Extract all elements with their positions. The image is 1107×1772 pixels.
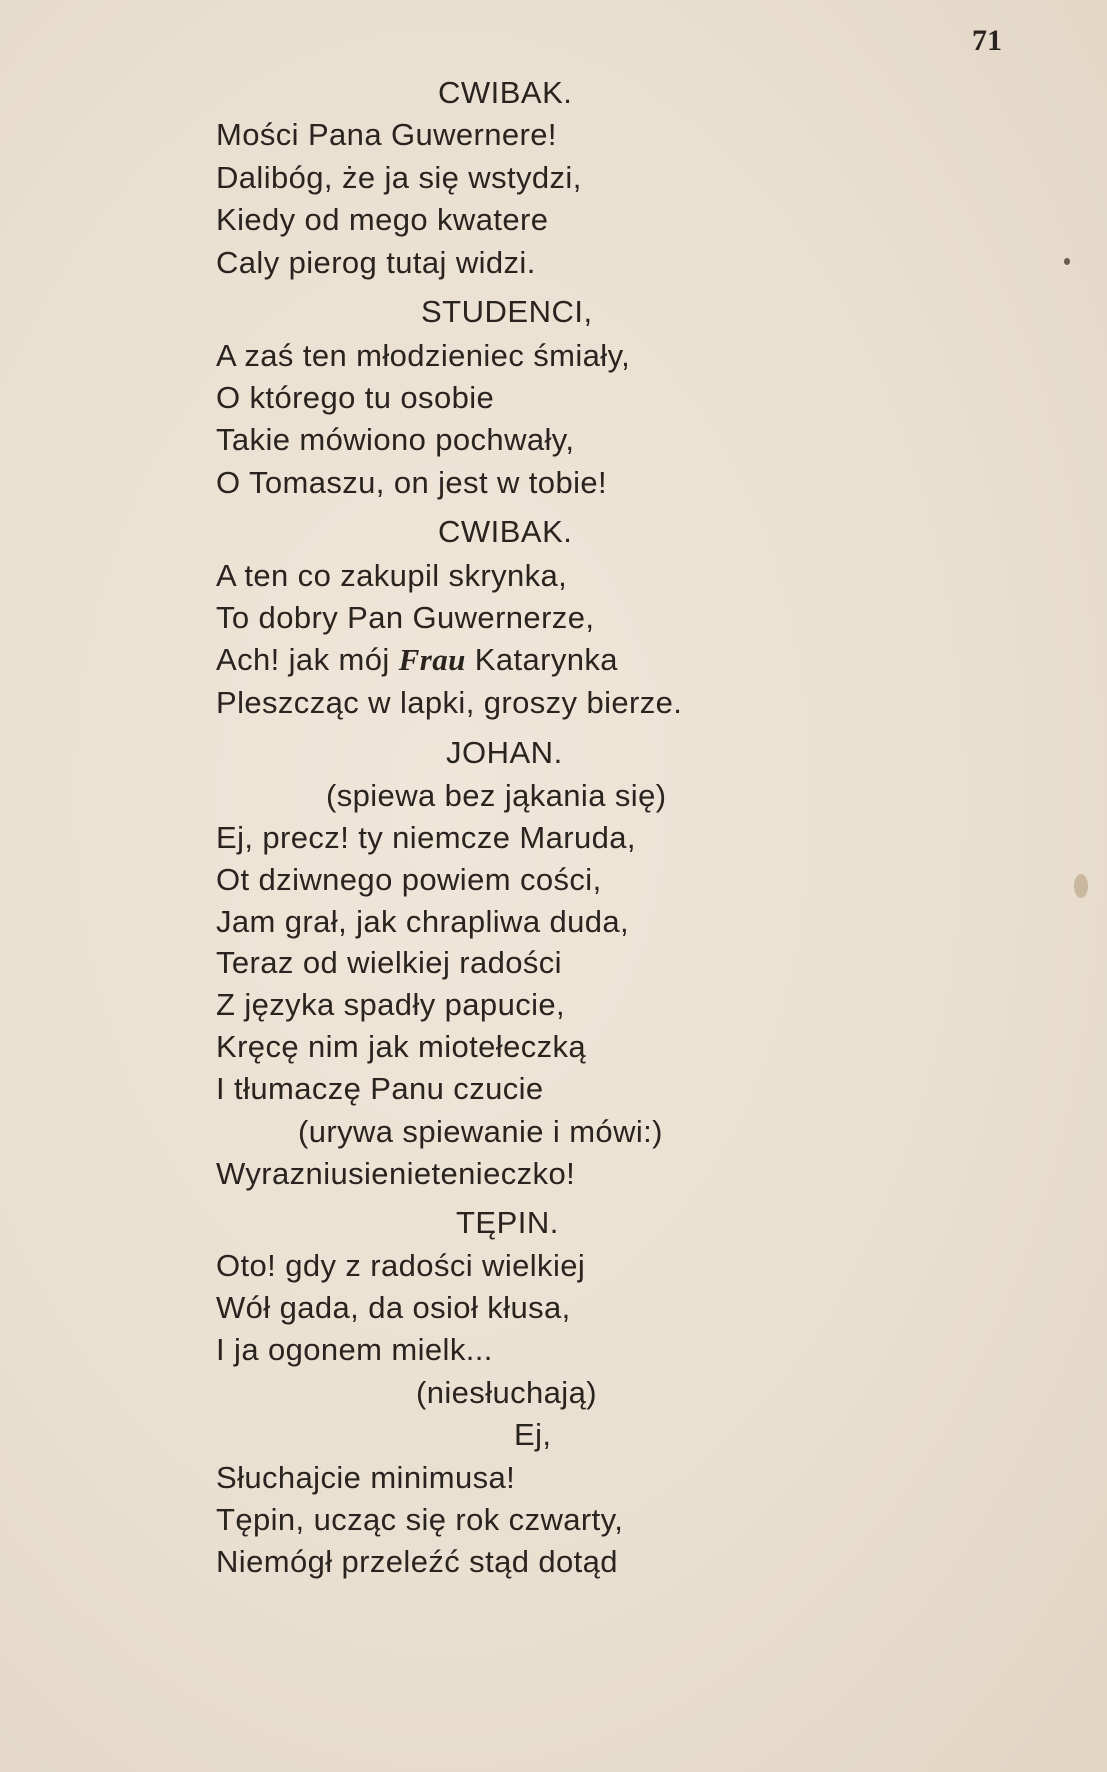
verse-line: Kiedy od mego kwatere [216, 202, 549, 237]
speaker-name: CWIBAK. [438, 514, 573, 549]
verse-line: A zaś ten młodzieniec śmiały, [216, 338, 631, 373]
verse-line: I ja ogonem mielk... [216, 1332, 493, 1367]
verse-text: Katarynka [474, 642, 618, 677]
verse-line: Caly pierog tutaj widzi. [216, 245, 536, 280]
verse-line: To dobry Pan Guwernerze, [216, 600, 595, 635]
speaker-name: JOHAN. [446, 735, 563, 770]
stage-direction: (urywa spiewanie i mówi:) [298, 1114, 663, 1149]
verse-line: Kręcę nim jak miotełeczką [216, 1029, 587, 1064]
speaker-name: STUDENCI, [421, 294, 593, 329]
verse-line: Ej, precz! ty niemcze Maruda, [216, 820, 636, 855]
verse-line: Tępin, ucząc się rok czwarty, [216, 1502, 624, 1537]
verse-line: Takie mówiono pochwały, [216, 422, 575, 457]
stage-direction: (spiewa bez jąkania się) [326, 778, 667, 813]
verse-line: Wyrazniusienietenieczko! [216, 1156, 576, 1191]
stage-direction: Ej, [514, 1417, 552, 1452]
verse-line: Ot dziwnego powiem cości, [216, 862, 602, 897]
speaker-name: TĘPIN. [456, 1205, 559, 1240]
verse-line: Mości Pana Guwernere! [216, 117, 557, 152]
verse-line: Teraz od wielkiej radości [216, 945, 562, 980]
ink-speck [1064, 258, 1070, 265]
verse-line: Oto! gdy z radości wielkiej [216, 1248, 586, 1283]
speaker-name: CWIBAK. [438, 75, 573, 110]
verse-line: Pleszcząc w lapki, groszy bierze. [216, 685, 683, 720]
verse-line: I tłumaczę Panu czucie [216, 1071, 544, 1106]
verse-line: Wół gada, da osioł kłusa, [216, 1290, 571, 1325]
ink-stain [1074, 874, 1088, 898]
verse-line: Z języka spadły papucie, [216, 987, 566, 1022]
verse-line: O którego tu osobie [216, 380, 495, 415]
verse-line: Jam grał, jak chrapliwa duda, [216, 904, 630, 939]
verse-line: Słuchajcie minimusa! [216, 1460, 516, 1495]
verse-line: A ten co zakupil skrynka, [216, 558, 568, 593]
verse-text: Ach! jak mój [216, 642, 390, 677]
page-number: 71 [972, 24, 1002, 57]
verse-line: O Tomaszu, on jest w tobie! [216, 465, 608, 500]
italic-word: Frau [398, 642, 466, 677]
verse-line: Dalibóg, że ja się wstydzi, [216, 160, 582, 195]
stage-direction: (niesłuchają) [416, 1375, 597, 1410]
verse-line: Niemógł przeleźć stąd dotąd [216, 1544, 618, 1579]
verse-line [216, 640, 618, 680]
